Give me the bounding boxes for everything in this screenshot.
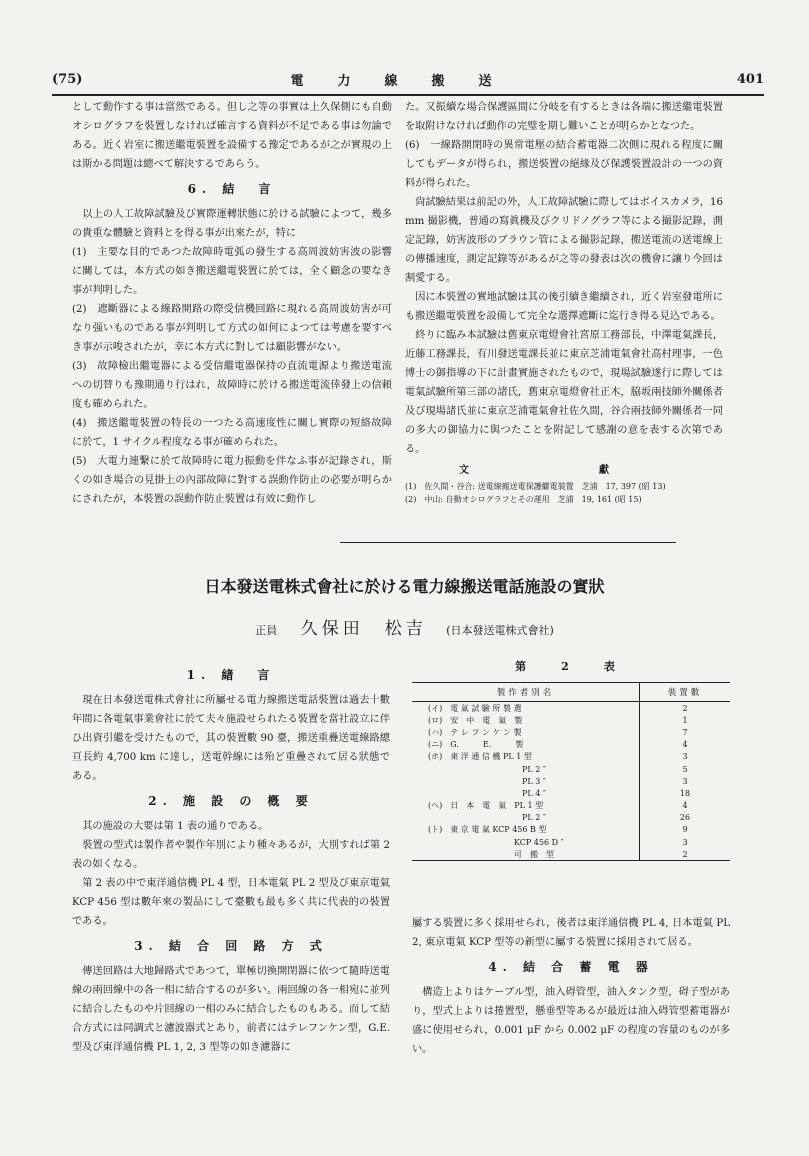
- section-heading-intro: 1. 緖 言: [186, 668, 276, 682]
- conclusion-item-3: (3) 故障檢出繼電器による受信繼電器保持の直流電源より搬送電流への切替りも豫期通り行はれ，故障時に於ける搬送電流倖發上の信頼度も確められた。: [72, 361, 392, 410]
- continuation-paragraph: として動作する事は當然である。但し之等の事實は上久保側にも自動オシログラフを裝置しなければ確言する資料が不足である事は勿論である。近く岩室に搬送繼電裝置を設備する豫定であるが之が實現の上は斯かる問題は總べて解決するであらう。: [72, 102, 392, 170]
- page-header: [52, 70, 764, 92]
- overview-paragraph-2: 裝置の型式は製作者や製作年別により種々あるが，大別すれば第 2 表の如くなる。: [72, 840, 390, 870]
- header-rule: [52, 94, 764, 96]
- top-right-column: [405, 98, 723, 506]
- continuation-paragraph-right: た。又振續な場合保護區間に分岐を有するときは各端に搬送繼電裝置を取附けなければ動作の完璧を期し難いことが明らかとなつた。: [405, 102, 723, 132]
- overview-paragraph-1: 其の施設の大要は第 1 表の通りである。: [82, 821, 269, 832]
- conclusion-item-4: (4) 搬送繼電裝置の特長の一つたる高速度性に關し實際の短絡故障に於て，1 サイクル程度なる事が確められた。: [72, 418, 392, 448]
- count-cell: 18: [640, 787, 731, 799]
- table-row: [412, 812, 730, 824]
- maker-cell: PL 4 ″: [522, 788, 546, 798]
- table-header-maker: 製作者別名: [412, 683, 640, 702]
- conclusion-item-2: (2) 遮斷器による線路開路の際受信機回路に現れる高周波妨害が可なり强いものである事が判明して方式の如何によつては考慮を要すべき事が示唆されたが，幸に本方式に對しては顧影響がない。: [72, 304, 392, 353]
- count-cell: 26: [640, 812, 731, 824]
- maker-cell: 可 搬 型: [412, 848, 640, 861]
- conclusion-item-1: (1) 主要な目的であつた故障時電弧の發生する高周波妨害波の影響に關しては，本方式の如き搬送繼電裝置に於ては，全く顧念の要なき事が判明した。: [72, 247, 392, 296]
- section-heading-overview: 2. 施 設 の 槪 要: [148, 794, 314, 808]
- page-number-left: (75): [52, 72, 83, 87]
- table-2: [412, 658, 730, 861]
- author-line: [0, 614, 809, 639]
- table-row: [412, 836, 730, 848]
- maker-cell: PL 3 ″: [522, 776, 546, 786]
- count-cell: 4: [640, 739, 731, 751]
- author-role: 正員: [255, 624, 278, 637]
- maker-cell: PL 2 ″: [522, 813, 546, 823]
- section-heading-capacitor: 4. 結 合 蓄 電 器: [488, 960, 654, 974]
- capacitor-paragraph: 構造上よりはケーブル型，油入碍管型，油入タンク型，碍子型があり，型式上よりは捲置型，懸垂型等あるが最近は油入碍管型蓄電器が盛に使用せられ，0.001 μF から 0.002 μF の程度の容量のものが多い。: [412, 987, 730, 1055]
- intro-paragraph: 現在日本發送電株式會社に所屬せる電力線搬送電話裝置は過去十數年間に各電氣事業會社に於て夫々施設せられたる裝置を當社設立に伴ひ出資引繼を受けたもので，其の裝置數 90 臺，搬送重疊送電線路總亘長約 4,700 km に達し，送電幹線には殆ど重疊されて居る狀態である。: [72, 695, 390, 782]
- maker-cell: (ト) 東 京 電 氣 KCP 456 B 型: [428, 825, 547, 835]
- maker-cell: KCP 456 D ″: [514, 837, 564, 847]
- coupling-paragraph: 傳送回路は大地歸路式であつて，單極切換開閉器に依つて隨時送電線の兩回線中の各一相に結合するのが多い。兩回線の各一相宛に並列に結合したものや片回線の一相のみに結合したものもある。而して結合方式には同調式と濾波器式とあり，前者にはテレフンケン型，G.E. 型及び東洋通信機 PL 1, 2, 3 型等の如き濾器に: [72, 966, 390, 1053]
- table-header-count: 裝置數: [640, 683, 731, 702]
- author-affiliation: (日本發送電株式會社): [446, 624, 554, 637]
- bottom-left-column: [72, 660, 390, 1057]
- maker-cell: (イ) 電 氣 試 驗 所 製 選: [428, 703, 522, 713]
- page-number-right: 401: [736, 72, 764, 87]
- count-cell: 3: [640, 775, 731, 787]
- table-row: [412, 787, 730, 799]
- bottom-right-column: [412, 914, 730, 1059]
- overview-paragraph-3: 第 2 表の中で東洋通信機 PL 4 型，日本電氣 PL 2 型及び東京電氣 KCP 456 型は數年來の製品にして臺數も最も多く共に代表的の裝置である。: [72, 878, 390, 927]
- count-cell: 3: [640, 836, 731, 848]
- conclusion-item-5: (5) 大電力連繫に於て故障時に電力振動を伴なふ事が記錄され，斯くの如き場合の見掛上の內部故障に對する誤動作防止の必要が明らかにされたが，本裝置の誤動作防止裝置は有效に動作し: [72, 456, 392, 505]
- reference-item: (2) 中山: 自動オシログラフとその運用 芝浦 19, 161 (昭 15): [405, 495, 642, 504]
- maker-cell: (ハ) テ レ フ ン ケ ン 製: [428, 727, 522, 737]
- table-row: [412, 800, 730, 812]
- table-row: [412, 726, 730, 738]
- coupling-continuation: 屬する裝置に多く採用せられ，後者は東洋通信機 PL 4, 日本電氣 PL 2, 東京電氣 KCP 型等の新型に屬する裝置に採用されて居る。: [412, 918, 730, 948]
- conclusion-intro: 以上の人工故障試驗及び實際運轉狀態に於ける試驗によつて，幾多の貴重な體驗と資料とを得る事が出來たが，特に: [72, 209, 392, 239]
- section-heading-coupling: 3. 結 合 回 路 方 式: [134, 939, 328, 953]
- maker-cell: (ヘ) 日 本 電 氣 PL 1 型: [428, 801, 544, 811]
- journal-title: 電力線搬送: [290, 74, 526, 89]
- count-cell: 1: [640, 714, 731, 726]
- table-row: [412, 751, 730, 763]
- equipment-table: [412, 682, 730, 861]
- top-left-column: [72, 98, 392, 509]
- table-caption: 第 2 表: [515, 660, 627, 673]
- maker-cell: PL 2 ″: [522, 764, 546, 774]
- table-row: [412, 848, 730, 861]
- count-cell: 5: [640, 763, 731, 775]
- maker-cell: (ニ) G. E. 製: [428, 740, 524, 750]
- table-row: [412, 824, 730, 836]
- author-name: 久保田 松吉: [300, 619, 427, 639]
- section-heading-conclusion: 6. 結 言: [187, 182, 277, 196]
- maker-cell: (ロ) 安 中 電 氣 製: [428, 715, 523, 725]
- article-separator: [340, 542, 676, 543]
- table-row: [412, 714, 730, 726]
- maker-cell: (ホ) 東 洋 通 信 機 PL 1 型: [428, 752, 532, 762]
- count-cell: 2: [640, 848, 731, 861]
- count-cell: 3: [640, 751, 731, 763]
- table-row: [412, 739, 730, 751]
- count-cell: 4: [640, 800, 731, 812]
- table-row: [412, 763, 730, 775]
- results-paragraph: 尙試驗結果は前記の外，人工故障試驗に際してはボイスカメラ，16 mm 撮影機，普通の寫眞機及びクリドノグラフ等による撮影記錄，測定記錄，妨害波形のブラウン管による撮影記錄，搬送電流の送電線上の傳播速度，測定記錄等があるが之等の發表は次の機會に讓り今回は割愛する。: [405, 197, 723, 284]
- article-title: 日本發送電株式會社に於ける電力線搬送電話施設の實狀: [204, 577, 605, 596]
- count-cell: 9: [640, 824, 731, 836]
- references-heading: 文 獻: [459, 465, 669, 476]
- count-cell: 2: [640, 702, 731, 715]
- reference-item: (1) 佐久間・谷合: 送電線搬送電保護繼電裝置 芝浦 17, 397 (昭 13): [405, 482, 666, 491]
- count-cell: 7: [640, 726, 731, 738]
- conclusion-item-6: (6) 一線路開閉時の異常電壓の結合蓄電器二次側に現れる程度に關してもデータが得られ，搬送裝置の絕緣及び保護裝置設計の一つの資料が得られた。: [405, 140, 723, 189]
- field-test-paragraph: 因に本裝置の實地試驗は其の後引續き繼續され，近く岩室發電所にも搬送繼電裝置を設備して完全な選擇遮斷に迄行き得る見込である。: [405, 292, 723, 322]
- table-row: [412, 702, 730, 715]
- acknowledgement-paragraph: 終りに臨み本試驗は舊東京電燈會社宮原工務部長，中澤電氣課長，近藤工務課長，有川發送電課長並に東京芝浦電氣會社高村理事，一色博士の御指導の下に計畫實施されたもので，現場試驗遂行に際しては電氣試驗所第三部の諸氏，舊東京電燈會社正木，脇坂兩技師外關係者及び現場諸氏並に東京芝浦電氣會社佐久間，谷合兩技師外關係者一同の多大の御協力に與つたことを附記して感謝の意を表する次第である。: [405, 330, 723, 455]
- table-row: [412, 775, 730, 787]
